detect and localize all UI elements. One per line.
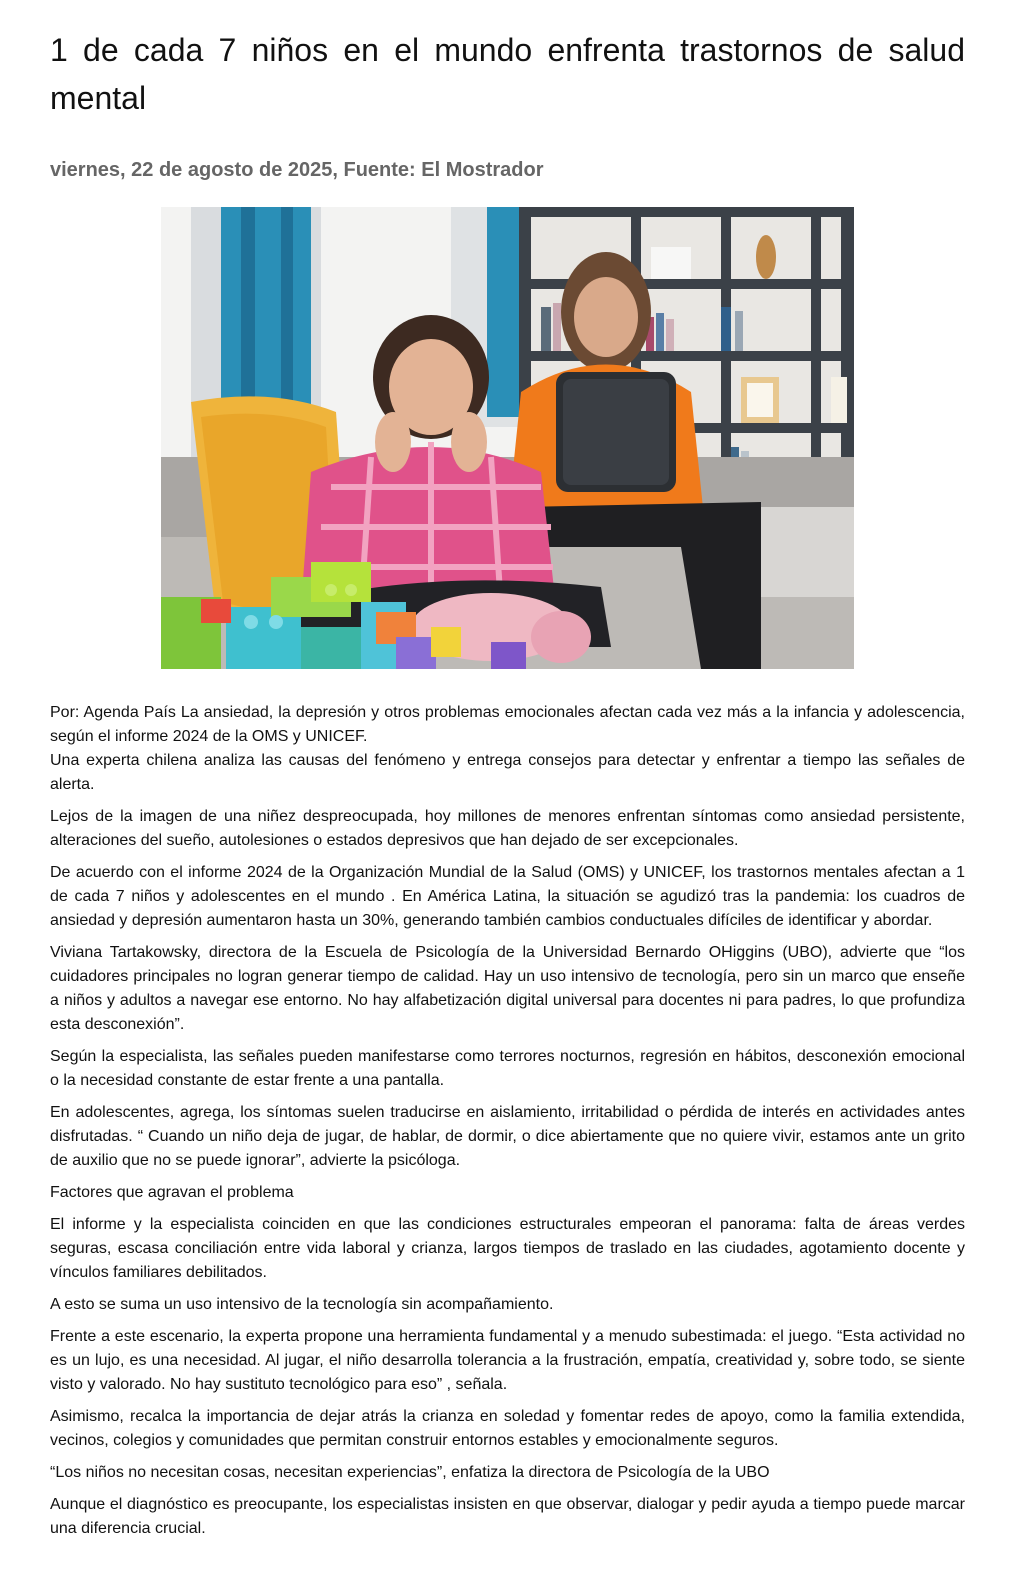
article-body bbox=[50, 701, 965, 1541]
paragraph: Asimismo, recalca la importancia de dejar atrás la crianza en soledad y fomentar redes de apoyo, como la familia extendida, vecinos, colegios y comunidades que permitan construir entornos estables y emocionalmente seguros. bbox=[50, 1408, 965, 1449]
paragraph: Frente a este escenario, la experta propone una herramienta fundamental y a menudo subestimada: el juego. “Esta actividad no es un lujo, es una necesidad. Al jugar, el niño desarrolla tolerancia a la frustración, empatía, creatividad y, sobre todo, se siente visto y valorado. No hay sustituto tecnológico para eso” , señala. bbox=[50, 1328, 965, 1393]
paragraph: Según la especialista, las señales pueden manifestarse como terrores nocturnos, regresión en hábitos, desconexión emocional o la necesidad constante de estar frente a una pantalla. bbox=[50, 1048, 965, 1089]
paragraph-intro-line-1: Por: Agenda País La ansiedad, la depresión y otros problemas emocionales afectan cada vez más a la infancia y adolescencia, según el informe 2024 de la OMS y UNICEF. bbox=[50, 704, 965, 745]
paragraph: A esto se suma un uso intensivo de la tecnología sin acompañamiento. bbox=[50, 1296, 554, 1313]
paragraph: De acuerdo con el informe 2024 de la Organización Mundial de la Salud (OMS) y UNICEF, los trastornos mentales afectan a 1 de cada 7 niños y adolescentes en el mundo . En América Latina, la situación se agudizó tras la pandemia: los cuadros de ansiedad y depresión aumentaron hasta un 30%, generando también cambios conductuales difíciles de identificar y abordar. bbox=[50, 864, 965, 929]
hero-image-container bbox=[50, 207, 965, 669]
paragraph: Lejos de la imagen de una niñez despreocupada, hoy millones de menores enfrentan síntomas como ansiedad persistente, alteraciones del sueño, autolesiones o estados depresivos que han dejado de ser excepcionales. bbox=[50, 808, 965, 849]
paragraph: Viviana Tartakowsky, directora de la Escuela de Psicología de la Universidad Bernardo OHiggins (UBO), advierte que “los cuidadores principales no logran generar tiempo de calidad. Hay un uso intensivo de tecnología, pero sin un marco que enseñe a niños y adultos a navegar ese entorno. No hay alfabetización digital universal para docentes ni para padres, lo que profundiza esta desconexión”. bbox=[50, 944, 965, 1033]
paragraph-intro bbox=[50, 701, 965, 797]
article-title: 1 de cada 7 niños en el mundo enfrenta trastornos de salud mental bbox=[50, 32, 965, 116]
paragraph-quote: “Los niños no necesitan cosas, necesitan experiencias”, enfatiza la directora de Psicología de la UBO bbox=[50, 1464, 770, 1481]
article-date-source: viernes, 22 de agosto de 2025, Fuente: El Mostrador bbox=[50, 159, 544, 181]
section-heading: Factores que agravan el problema bbox=[50, 1184, 294, 1201]
paragraph: El informe y la especialista coinciden en que las condiciones estructurales empeoran el panorama: falta de áreas verdes seguras, escasa conciliación entre vida laboral y crianza, largos tiempos de traslado en las ciudades, agotamiento docente y vínculos familiares debilitados. bbox=[50, 1216, 965, 1281]
paragraph-closing: Aunque el diagnóstico es preocupante, los especialistas insisten en que observar, dialogar y pedir ayuda a tiempo puede marcar una diferencia crucial. bbox=[50, 1496, 965, 1537]
paragraph: En adolescentes, agrega, los síntomas suelen traducirse en aislamiento, irritabilidad o pérdida de interés en actividades antes disfrutadas. “ Cuando un niño deja de jugar, de hablar, de dormir, o dice abiertamente que no quiere vivir, estamos ante un grito de auxilio que no se puede ignorar”, advierte la psicóloga. bbox=[50, 1104, 965, 1169]
paragraph-intro-line-2: Una experta chilena analiza las causas del fenómeno y entrega consejos para detectar y enfrentar a tiempo las señales de alerta. bbox=[50, 752, 965, 793]
hero-photo bbox=[161, 207, 854, 669]
